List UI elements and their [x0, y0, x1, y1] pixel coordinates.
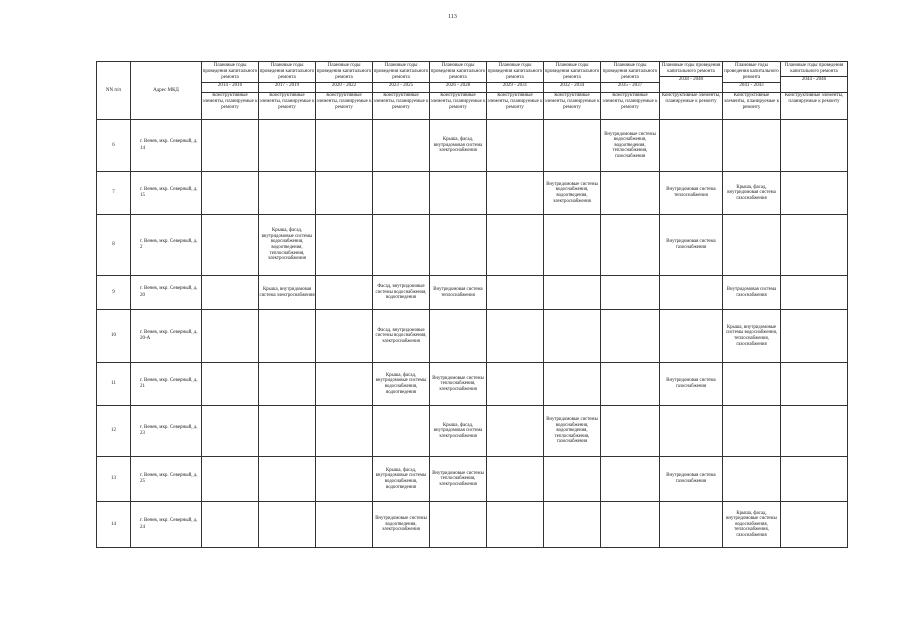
repair-cell: [544, 310, 601, 363]
repair-cell: [781, 457, 848, 502]
element-header: Конструктивные элементы, планируемые к ремонту: [373, 93, 430, 120]
repair-cell: Крыша, фасад, внутридомовые системы водоснабжения, теплоснабжения, газоснабжения: [723, 502, 781, 548]
repair-cell: [259, 310, 316, 363]
period-years: 2020 - 2022: [316, 82, 372, 89]
row-address: г. Венев, мкр. Северный, д. 21: [131, 363, 202, 406]
repair-cell: [202, 363, 259, 406]
repair-cell: [781, 502, 848, 548]
period-plan-label: Плановые годы проведения капитального ремонта: [602, 63, 658, 80]
period-years: 2026 - 2028: [430, 82, 486, 89]
repair-cell: [202, 276, 259, 310]
repair-cell: [202, 120, 259, 172]
period-header: [781, 62, 848, 93]
period-header: [202, 62, 259, 93]
row-address: г. Венев, мкр. Северный, д. 20: [131, 276, 202, 310]
repair-cell: Крыша, фасад, внутридомовая система электроснабжения: [430, 120, 487, 172]
period-plan-label: Плановые годы проведения капитального ремонта: [202, 63, 258, 80]
repair-cell: [430, 172, 487, 215]
repair-cell: Внутридомовая система газоснабжения: [660, 363, 723, 406]
table-row: [97, 310, 848, 363]
repair-cell: [660, 120, 723, 172]
row-address: г. Венев, мкр. Северный, д. 15: [131, 172, 202, 215]
repair-cell: [487, 406, 544, 457]
repair-cell: [259, 120, 316, 172]
period-plan-label: Плановые годы проведения капитального ремонта: [724, 63, 779, 80]
repair-cell: [202, 457, 259, 502]
repair-cell: [660, 276, 723, 310]
repair-cell: Внутридомовые системы теплоснабжения, электроснабжения: [430, 363, 487, 406]
repair-cell: [544, 363, 601, 406]
element-header: Конструктивные элементы, планируемые к ремонту: [781, 93, 848, 120]
repair-cell: Крыша, фасад, внутридомовые системы водоснабжения, водоотведения: [373, 457, 430, 502]
repair-cell: [259, 363, 316, 406]
period-header: [487, 62, 544, 93]
period-plan-label: Плановые годы проведения капитального ремонта: [487, 63, 543, 80]
repair-cell: [487, 172, 544, 215]
repair-cell: [430, 502, 487, 548]
repair-cell: Внутридомовые системы водоснабжения, водоотведения, теплоснабжения, газоснабжения: [601, 120, 660, 172]
page-number: 113: [448, 14, 457, 20]
period-plan-label: Плановые годы проведения капитального ремонта: [316, 63, 372, 80]
repair-cell: [316, 120, 373, 172]
element-header: Конструктивные элементы, планируемые к ремонту: [430, 93, 487, 120]
period-years: 2023 - 2025: [373, 82, 429, 89]
repair-cell: [259, 406, 316, 457]
table-row: [97, 172, 848, 215]
table-header: [97, 62, 848, 120]
repair-cell: [781, 310, 848, 363]
repair-cell: [660, 406, 723, 457]
repair-cell: Внутридомовая система теплоснабжения: [660, 172, 723, 215]
row-address: г. Венев, мкр. Северный, д. 25: [131, 457, 202, 502]
repair-cell: [660, 502, 723, 548]
repair-cell: [544, 120, 601, 172]
element-header: Конструктивные элементы, планируемые к ремонту: [259, 93, 316, 120]
repair-cell: [660, 310, 723, 363]
row-number: 12: [97, 406, 131, 457]
row-number: 7: [97, 172, 131, 215]
repair-cell: [202, 502, 259, 548]
table-body: [97, 120, 848, 548]
repair-cell: [316, 215, 373, 276]
repair-cell: [781, 363, 848, 406]
repair-cell: [259, 457, 316, 502]
repair-cell: [487, 502, 544, 548]
row-number: 11: [97, 363, 131, 406]
period-years: 2038 - 2040: [660, 76, 722, 83]
repair-cell: [373, 215, 430, 276]
row-number: 6: [97, 120, 131, 172]
repair-cell: [601, 172, 660, 215]
repair-cell: [723, 406, 781, 457]
repair-cell: [202, 215, 259, 276]
period-years: 2014 - 2016: [202, 82, 258, 89]
num-column-header: NN п/п: [97, 62, 131, 120]
period-plan-label: Плановые годы проведения капитального ремонта: [544, 63, 600, 80]
repair-cell: [487, 457, 544, 502]
row-address: г. Венев, мкр. Северный, д. 24: [131, 502, 202, 548]
repair-cell: [316, 502, 373, 548]
period-header: [660, 62, 723, 93]
repair-cell: Внутридомовая система газоснабжения: [660, 457, 723, 502]
element-header: Конструктивные элементы, планируемые к ремонту: [202, 93, 259, 120]
table-row: [97, 215, 848, 276]
repair-cell: Крыша, фасад, внутридомовая система электроснабжения: [430, 406, 487, 457]
period-plan-label: Плановые годы проведения капитального ремонта: [430, 63, 486, 80]
repair-cell: Внутридомовые системы водоснабжения, водоотведения, электроснабжения: [544, 172, 601, 215]
repair-cell: Фасад, внутридомовые системы водоснабжения, водоотведения: [373, 276, 430, 310]
table-row: [97, 502, 848, 548]
table-row: [97, 457, 848, 502]
row-number: 10: [97, 310, 131, 363]
repair-cell: [487, 276, 544, 310]
repair-cell: [544, 215, 601, 276]
repair-cell: [316, 276, 373, 310]
repair-cell: [723, 457, 781, 502]
repair-cell: [781, 215, 848, 276]
period-header: [373, 62, 430, 93]
period-years: 2017 - 2019: [259, 82, 315, 89]
repair-cell: Крыша, фасад, внутридомовые системы водоснабжения, водоотведения, теплоснабжения, электроснабжения: [259, 215, 316, 276]
repair-cell: [723, 120, 781, 172]
element-header: Конструктивные элементы, планируемые к ремонту: [487, 93, 544, 120]
period-plan-label: Плановые годы проведения капитального ремонта: [259, 63, 315, 80]
period-years: 2032 - 2034: [544, 82, 600, 89]
repair-cell: [601, 502, 660, 548]
row-address: г. Венев, мкр. Северный, д. 14: [131, 120, 202, 172]
repair-cell: [316, 406, 373, 457]
repair-cell: [259, 502, 316, 548]
row-number: 14: [97, 502, 131, 548]
repair-cell: Крыша, внутридомовые системы водоснабжения, теплоснабжения, газоснабжения: [723, 310, 781, 363]
element-header: Конструктивные элементы, планируемые к ремонту: [601, 93, 660, 120]
period-plan-label: Плановые годы проведения капитального ремонта: [661, 63, 721, 74]
row-number: 8: [97, 215, 131, 276]
row-address: г. Венев, мкр. Северный, д. 23: [131, 406, 202, 457]
repair-cell: [723, 215, 781, 276]
repair-cell: [601, 363, 660, 406]
period-header: [259, 62, 316, 93]
row-number: 13: [97, 457, 131, 502]
repair-schedule-table: [96, 61, 848, 548]
repair-cell: [781, 172, 848, 215]
repair-cell: [373, 120, 430, 172]
repair-cell: [601, 406, 660, 457]
repair-cell: [259, 172, 316, 215]
period-header: [544, 62, 601, 93]
repair-cell: [316, 172, 373, 215]
period-plan-label: Плановые годы проведения капитального ремонта: [784, 63, 844, 74]
repair-cell: [601, 276, 660, 310]
table-row: [97, 406, 848, 457]
period-years: 2035 - 2037: [601, 82, 659, 89]
period-header: [601, 62, 660, 93]
element-header: Конструктивные элементы, планируемые к ремонту: [660, 93, 723, 120]
period-years: 2044 - 2046: [781, 76, 847, 83]
repair-cell: [601, 310, 660, 363]
period-header: [723, 62, 781, 93]
repair-cell: [430, 310, 487, 363]
element-header: Конструктивные элементы, планируемые к ремонту: [316, 93, 373, 120]
row-number: 9: [97, 276, 131, 310]
repair-cell: [373, 406, 430, 457]
repair-cell: [487, 310, 544, 363]
repair-cell: Внутридомовая система газоснабжения: [660, 215, 723, 276]
repair-cell: Крыша, фасад, внутридомовая система газоснабжения: [723, 172, 781, 215]
repair-cell: [430, 215, 487, 276]
repair-cell: [781, 406, 848, 457]
element-header: Конструктивные элементы, планируемые к ремонту: [723, 93, 781, 120]
repair-cell: [781, 276, 848, 310]
repair-cell: [601, 457, 660, 502]
repair-cell: [202, 406, 259, 457]
repair-cell: [781, 120, 848, 172]
repair-cell: [202, 310, 259, 363]
repair-cell: Внутридомовая система газоснабжения: [723, 276, 781, 310]
period-years: 2041 - 2043: [723, 82, 780, 89]
repair-cell: [487, 215, 544, 276]
period-plan-label: Плановые годы проведения капитального ремонта: [373, 63, 429, 80]
period-header: [316, 62, 373, 93]
repair-cell: [544, 502, 601, 548]
period-years: 2029 - 2031: [487, 82, 543, 89]
repair-cell: [487, 363, 544, 406]
repair-cell: [202, 172, 259, 215]
repair-cell: [544, 457, 601, 502]
repair-cell: [601, 215, 660, 276]
element-header: Конструктивные элементы, планируемые к ремонту: [544, 93, 601, 120]
row-address: г. Венев, мкр. Северный, д. 2: [131, 215, 202, 276]
repair-cell: [316, 310, 373, 363]
row-address: г. Венев, мкр. Северный, д. 20-А: [131, 310, 202, 363]
repair-cell: [723, 363, 781, 406]
repair-cell: Внутридомовая система теплоснабжения: [430, 276, 487, 310]
table-row: [97, 120, 848, 172]
repair-cell: Фасад, внутридомовые системы водоснабжения, электроснабжения: [373, 310, 430, 363]
repair-cell: [544, 276, 601, 310]
repair-cell: [316, 457, 373, 502]
repair-cell: Внутридомовые системы водоснабжения, водоотведения, теплоснабжения, газоснабжения: [544, 406, 601, 457]
table-row: [97, 276, 848, 310]
repair-cell: Внутридомовые системы водоотведения, электроснабжения: [373, 502, 430, 548]
repair-cell: Крыша, внутридомовая система электроснабжения: [259, 276, 316, 310]
table-row: [97, 363, 848, 406]
address-column-header: Адрес МКД: [131, 62, 202, 120]
repair-cell: Внутридомовые системы теплоснабжения, электроснабжения: [430, 457, 487, 502]
period-header: [430, 62, 487, 93]
repair-cell: [373, 172, 430, 215]
repair-cell: [316, 363, 373, 406]
repair-cell: [487, 120, 544, 172]
repair-cell: Крыша, фасад, внутридомовые системы водоснабжения, водоотведения: [373, 363, 430, 406]
